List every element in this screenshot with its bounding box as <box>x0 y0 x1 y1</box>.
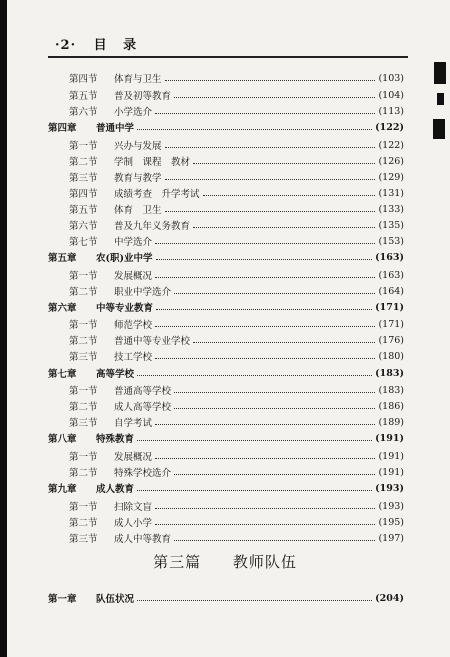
toc-entry-page: (193) <box>375 482 404 494</box>
toc-entry-title: 师范学校 <box>114 320 153 331</box>
toc-entry-title: 成人教育 <box>96 484 135 495</box>
toc-entry-title: 普通高等学校 <box>114 386 172 397</box>
toc-dot-leader <box>165 178 376 180</box>
toc-entry-number: 第三节 <box>69 534 98 545</box>
toc-dot-leader <box>193 162 375 164</box>
toc-section-entry[interactable] <box>48 137 404 153</box>
toc-entry-title: 高等学校 <box>96 369 135 380</box>
toc-entry-page: (153) <box>378 235 404 247</box>
toc-entry-page: (171) <box>378 318 404 330</box>
toc-section-entry[interactable] <box>48 87 404 103</box>
toc-entry-number: 第四节 <box>69 189 98 200</box>
toc-entry-number: 第一节 <box>69 386 98 397</box>
toc-entry-page: (176) <box>378 334 404 346</box>
toc-entry-number: 第二节 <box>69 402 98 413</box>
toc-entry-number: 第一节 <box>69 452 98 463</box>
part-heading <box>0 551 450 572</box>
toc-entry-number: 第一章 <box>48 594 77 605</box>
toc-dot-leader <box>174 292 375 294</box>
toc-entry-page: (131) <box>378 187 404 199</box>
toc-dot-leader <box>156 258 373 260</box>
toc-entry-title: 发展概况 <box>114 271 153 282</box>
toc-entry-title: 教育与教学 <box>114 173 162 184</box>
toc-entry-number: 第五章 <box>48 253 77 264</box>
toc-entry-title: 体育 卫生 <box>114 205 162 216</box>
toc-chapter-entry[interactable] <box>48 119 404 135</box>
toc-entry-title: 兴办与发展 <box>114 141 162 152</box>
toc-entry-title: 成人小学 <box>114 518 153 529</box>
toc-entry-number: 第三节 <box>69 173 98 184</box>
toc-entry-number: 第一节 <box>69 271 98 282</box>
toc-section-entry[interactable] <box>48 382 404 398</box>
toc-entry-number: 第八章 <box>48 434 77 445</box>
toc-entry-page: (189) <box>378 416 404 428</box>
toc-entry-title: 职业中学选介 <box>114 287 172 298</box>
toc-entry-number: 第五节 <box>69 205 98 216</box>
toc-section-entry[interactable] <box>48 217 404 233</box>
page-title: 目 录 <box>93 38 143 53</box>
toc-entry-page: (135) <box>378 219 404 231</box>
toc-chapter-entry[interactable] <box>48 365 404 381</box>
toc-dot-leader <box>193 226 375 228</box>
toc-section-entry[interactable] <box>48 153 404 169</box>
toc-entry-page: (186) <box>378 400 404 412</box>
toc-entry-number: 第六节 <box>69 107 98 118</box>
toc-entry-title: 特殊教育 <box>96 434 135 445</box>
toc-entry-page: (126) <box>378 155 404 167</box>
toc-entry-number: 第二节 <box>69 468 98 479</box>
toc-entry-page: (191) <box>375 432 404 444</box>
toc-dot-leader <box>155 112 375 114</box>
toc-entry-title: 自学考试 <box>114 418 153 429</box>
toc-section-entry[interactable] <box>48 332 404 348</box>
toc-section-entry[interactable] <box>48 201 404 217</box>
toc-dot-leader <box>174 391 375 393</box>
toc-entry-page: (191) <box>378 466 404 478</box>
toc-entry-title: 普及初等教育 <box>114 91 172 102</box>
toc-entry-page: (133) <box>378 203 404 215</box>
toc-dot-leader <box>156 308 372 310</box>
toc-dot-leader <box>137 128 372 130</box>
toc-entry-page: (197) <box>378 532 404 544</box>
toc-section-entry[interactable] <box>48 348 404 364</box>
toc-chapter-entry[interactable] <box>48 249 404 265</box>
toc-entry-title: 成人高等学校 <box>114 402 172 413</box>
toc-dot-leader <box>137 374 372 376</box>
toc-entry-number: 第一节 <box>69 502 98 513</box>
toc-entry-number: 第七章 <box>48 369 77 380</box>
toc-dot-leader <box>193 341 375 343</box>
toc-dot-leader <box>174 539 375 541</box>
part-number: 第三篇 <box>153 553 202 571</box>
toc-chapter-entry[interactable] <box>48 430 404 446</box>
toc-dot-leader <box>174 473 375 475</box>
toc-dot-leader <box>155 507 375 509</box>
toc-dot-leader <box>155 357 375 359</box>
toc-entry-page: (122) <box>375 121 404 133</box>
toc-entry-page: (191) <box>378 450 404 462</box>
toc-entry-title: 成人中等教育 <box>114 534 172 545</box>
toc-section-entry[interactable] <box>48 103 404 119</box>
toc-dot-leader <box>137 439 372 441</box>
toc-dot-leader <box>155 523 375 525</box>
toc-entry-title: 成绩考查 升学考试 <box>114 189 200 200</box>
part-title: 教师队伍 <box>232 553 297 571</box>
toc-entry-page: (183) <box>378 384 404 396</box>
toc-entry-number: 第二节 <box>69 157 98 168</box>
toc-entry-number: 第二节 <box>69 336 98 347</box>
toc-entry-page: (122) <box>378 139 404 151</box>
toc-entry-page: (104) <box>378 89 404 101</box>
toc-dot-leader <box>137 489 372 491</box>
toc-dot-leader <box>155 457 375 459</box>
toc-entry-number: 第二节 <box>69 518 98 529</box>
toc-entry-title: 队伍状况 <box>96 594 135 605</box>
toc-entry-page: (113) <box>378 105 404 117</box>
toc-entry-page: (183) <box>375 367 404 379</box>
toc-section-entry[interactable] <box>48 464 404 480</box>
toc-section-entry[interactable] <box>48 448 404 464</box>
toc-entry-number: 第一节 <box>69 141 98 152</box>
toc-entry-title: 技工学校 <box>114 352 153 363</box>
toc-entry-title: 普及九年义务教育 <box>114 221 191 232</box>
toc-dot-leader <box>174 96 375 98</box>
toc-chapter-entry[interactable] <box>48 299 404 315</box>
toc-entry-number: 第一节 <box>69 320 98 331</box>
toc-entry-page: (195) <box>378 516 404 528</box>
toc-section-entry[interactable] <box>48 316 404 332</box>
toc-entry-page: (164) <box>378 285 404 297</box>
toc-section-entry[interactable] <box>48 233 404 249</box>
toc-entry-number: 第四节 <box>69 74 98 85</box>
toc-dot-leader <box>155 325 375 327</box>
toc-entry-number: 第九章 <box>48 484 77 495</box>
toc-section-entry[interactable] <box>48 514 404 530</box>
toc-dot-leader <box>174 407 375 409</box>
toc-section-entry[interactable] <box>48 414 404 430</box>
toc-entry-page: (180) <box>378 350 404 362</box>
toc-entry-number: 第三节 <box>69 418 98 429</box>
toc-section-entry[interactable] <box>48 169 404 185</box>
toc-entry-title: 普通中等专业学校 <box>114 336 191 347</box>
toc-chapter-entry[interactable] <box>48 480 404 496</box>
toc-entry-title: 特殊学校选介 <box>114 468 172 479</box>
toc-entry-number: 第六节 <box>69 221 98 232</box>
toc-entry-page: (171) <box>375 301 404 313</box>
toc-section-entry[interactable] <box>48 398 404 414</box>
toc-section-entry[interactable] <box>48 498 404 514</box>
toc-dot-leader <box>165 79 376 81</box>
toc-section-entry[interactable] <box>48 70 404 86</box>
toc-entry-title: 发展概况 <box>114 452 153 463</box>
toc-entry-number: 第二节 <box>69 287 98 298</box>
toc-entry-page: (103) <box>378 72 404 84</box>
toc-section-entry[interactable] <box>48 530 404 546</box>
toc-chapter-entry[interactable] <box>48 590 404 606</box>
toc-dot-leader <box>203 194 376 196</box>
toc-section-entry[interactable] <box>48 283 404 299</box>
toc-dot-leader <box>155 242 375 244</box>
toc-entry-page: (193) <box>378 500 404 512</box>
toc-dot-leader <box>155 423 375 425</box>
toc-entry-number: 第四章 <box>48 123 77 134</box>
toc-entry-page: (163) <box>378 269 404 281</box>
toc-entry-number: 第五节 <box>69 91 98 102</box>
toc-entry-title: 中学选介 <box>114 237 153 248</box>
toc-entry-title: 学制 课程 教材 <box>114 157 191 168</box>
toc-entry-page: (163) <box>375 251 404 263</box>
toc-entry-title: 农(职)业中学 <box>96 253 153 264</box>
toc-dot-leader <box>165 146 376 148</box>
toc-dot-leader <box>155 276 375 278</box>
toc-entry-title: 扫除文盲 <box>114 502 153 513</box>
toc-dot-leader <box>165 210 376 212</box>
toc-entry-title: 小学选介 <box>114 107 153 118</box>
toc-entry-title: 普通中学 <box>96 123 135 134</box>
toc-entry-page: (129) <box>378 171 404 183</box>
page-number: ·2· <box>55 38 77 53</box>
toc-section-entry[interactable] <box>48 185 404 201</box>
toc-entry-number: 第六章 <box>48 303 77 314</box>
toc-section-entry[interactable] <box>48 267 404 283</box>
toc-entry-title: 体育与卫生 <box>114 74 162 85</box>
toc-dot-leader <box>137 599 372 601</box>
toc-entry-page: (204) <box>375 592 404 604</box>
toc-entry-number: 第七节 <box>69 237 98 248</box>
toc-entry-number: 第三节 <box>69 352 98 363</box>
toc-entry-title: 中等专业教育 <box>96 303 154 314</box>
